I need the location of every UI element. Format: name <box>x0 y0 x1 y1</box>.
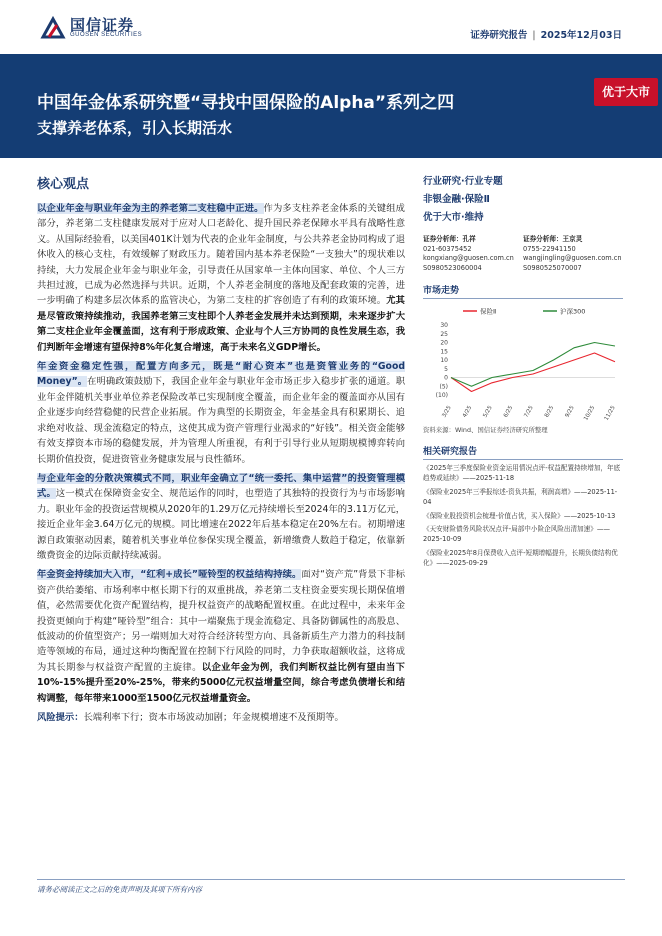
related-report-date: ——2025-09-29 <box>436 558 488 567</box>
x-tick-label: 3/25 <box>441 405 453 420</box>
y-tick-label: 20 <box>440 339 448 347</box>
x-tick-label: 6/25 <box>502 405 515 420</box>
core-paragraph-3 <box>37 471 405 563</box>
y-tick-label: 30 <box>440 322 448 330</box>
legend-label: 沪深300 <box>560 307 586 316</box>
related-report-text: 《保险业2025年三季报综述-资负共振，利润高增》 <box>423 487 575 496</box>
brand-logo <box>40 15 190 43</box>
analyst-2 <box>523 235 623 273</box>
y-tick-label: 5 <box>444 366 448 374</box>
title-banner <box>0 54 662 158</box>
core-paragraph-2-body: 在明确政策鼓励下，我国企业年金与职业年金市场正步入稳步扩张的通道。职业年金伴随机关事业单位养老保险改革已实现制度全覆盖，而企业年金的覆盖面亦从国有企业逐步向经营稳健的民营企业拓展。作为典型的长期资金，年金基金具有积累期长、追求绝对收益、现金流稳定的特点，这使其成为资产管理行业渴求的“好钱”。相关资金能够有效支撑资本市场的稳健发展，并为管理人所重视，有利于引导行业从短期规模博弈转向长期价值投资，促进资管业务健康发展与良性循环。 <box>37 376 405 465</box>
y-tick-label: 25 <box>440 331 448 339</box>
risk-label: 风险提示： <box>37 712 84 723</box>
core-paragraph-4-bold: 以企业年金为例，我们判断权益比例有望由当下10%-15%提升至20%-25%，带来约5000亿元权益增量空间，综合考虑负债增长和结构调整，每年带来1000至1500亿元权益增量资金。 <box>37 661 405 704</box>
report-title: 中国年金体系研究暨“寻找中国保险的Alpha”系列之四 <box>37 93 455 113</box>
industry-line: 行业研究·行业专题 <box>423 176 503 187</box>
related-report-date: ——2025-11-04 <box>423 487 618 506</box>
y-tick-label: 0 <box>444 374 448 382</box>
related-report-date: ——2025-10-09 <box>423 525 611 544</box>
x-tick-label: 4/25 <box>461 405 474 420</box>
core-paragraph-1 <box>37 201 405 355</box>
core-views-title: 核心观点 <box>37 177 90 192</box>
related-report-date: ——2025-10-13 <box>563 511 616 520</box>
sector-line: 非银金融·保险Ⅱ <box>423 194 490 205</box>
related-report[interactable] <box>423 488 623 508</box>
core-paragraph-1-lead: 以企业年金与职业年金为主的养老第二支柱稳中正进。 <box>37 203 264 214</box>
core-paragraph-3-lead: 与企业年金的分散决策模式不同，职业年金确立了“统一委托、集中运营”的投资管理模式。 <box>37 472 405 500</box>
brand-sub: GUOSEN SECURITIES <box>70 32 143 38</box>
related-reports-title: 相关研究报告 <box>423 444 623 460</box>
chart-source: 资料来源：Wind、国信证券经济研究所整理 <box>423 426 548 435</box>
side-panel <box>423 173 623 573</box>
analyst-1-email[interactable]: kongxiang@guosen.com.cn <box>423 254 514 263</box>
x-tick-label: 9/25 <box>564 405 576 420</box>
core-paragraph-2-lead: 年金资金稳定性强，配置方向多元，既是“耐心资本”也是资管业务的“Good Money”。 <box>37 361 405 388</box>
report-meta <box>470 27 622 41</box>
risk-text: 长端利率下行；资本市场波动加剧；年金规模增速不及预期等。 <box>83 712 344 723</box>
related-report-text: 《保险业股投资机会梳理-价值占优，买入保险》 <box>423 511 564 520</box>
related-report[interactable] <box>423 549 623 569</box>
analyst-1-phone: 021-60375452 <box>423 244 472 253</box>
x-tick-label: 8/25 <box>543 405 556 420</box>
analyst-2-title: 证券分析师：王京灵 <box>523 235 583 243</box>
related-report-date: ——2025-11-18 <box>462 474 515 483</box>
core-paragraph-3-body: 这一模式在保障资金安全、规范运作的同时，也塑造了其独特的投资行为与市场影响力。职业年金的投资运营规模从2020年的1.29万亿元持续增长至2024年的3.11万亿元，接近企业年金3.64万亿元的规模。同比增速在2022年后基本稳定在20%左右。初期增速源自政策驱动因素，随着机关事业单位参保实现全覆盖，新增缴费人数趋于稳定，依靠新缴费资金的边际贡献持续减弱。 <box>37 488 405 561</box>
related-report[interactable] <box>423 464 623 484</box>
market-trend-title: 市场走势 <box>423 283 623 299</box>
analyst-2-phone: 0755-22941150 <box>523 244 576 253</box>
analysts <box>423 235 623 273</box>
related-report[interactable] <box>423 525 623 545</box>
core-paragraph-2 <box>37 359 405 467</box>
market-trend-svg <box>423 303 623 423</box>
core-paragraph-1-bold: 尤其是尽管政策持续推动，我国养老第三支柱即个人养老金发展并未达到预期，未来逐步扩大第二支柱企业年金覆盖面，这有利于形成政策、企业与个人三方协同的良性发展生态，我们判断年金增速有望保持8%年化复合增速，高于未来名义GDP增长。 <box>37 295 405 353</box>
core-paragraph-4-lead: 年金资金持续加大入市，“红利+成长”哑铃型的权益结构持续。 <box>37 569 302 581</box>
report-subtitle: 支撑养老体系，引入长期活水 <box>37 119 233 137</box>
related-report-text: 《保险业2025年8月保费收入点评-短期增幅提升，长期负债结构优化》 <box>423 548 618 567</box>
footer-disclaimer: 请务必阅读正文之后的免责声明及其项下所有内容 <box>37 885 202 894</box>
related-reports-list <box>423 464 623 568</box>
report-date: 2025年12月03日 <box>540 30 622 41</box>
analyst-1 <box>423 235 523 273</box>
brand-logo-icon <box>40 15 66 41</box>
analyst-2-email[interactable]: wangjingling@guosen.com.cn <box>523 254 622 263</box>
risk-paragraph <box>37 710 405 725</box>
series-line <box>451 343 615 387</box>
series-line <box>451 353 615 392</box>
analyst-1-cert: S0980523060004 <box>423 263 482 272</box>
related-report-text: 《2025年三季度保险业资金运用情况点评-权益配置持续增加，年底趋势或延续》 <box>423 464 621 483</box>
core-paragraph-1-body: 作为多支柱养老金体系的关键组成部分，养老第二支柱健康发展对于应对人口老龄化、提升国民养老保障水平具有战略性意义。从国际经验看，以美国401K计划为代表的企业年金制度，与公共养老金协同构成了退休收入的核心支柱，有效缓解了财政压力。随着国内基本养老保险“一支独大”的现状难以持续，大力发展企业年金与职业年金，引导责任从国家单一主体向国家、单位、个人三方共担过渡，已成为必然选择与共识。近期，个人养老金制度的落地及配套政策的完善，进一步明确了构建多层次体系的监管决心，为第二支柱的扩容创造了有利的政策环境。 <box>37 203 405 307</box>
analyst-1-title: 证券分析师：孔祥 <box>423 235 476 243</box>
core-paragraph-4-body: 面对“资产荒”背景下非标资产供给萎缩、市场利率中枢长期下行的双重挑战，养老第二支柱资金要实现长期保值增值，必然需要优化资产配置结构，提升权益资产的战略配置权重。在此过程中，未来年金投资更倾向于构建“哑铃型”组合：其中一端聚焦于现金流稳定、具备防御属性的高股息、低波动的价值型资产；另一端则加大对符合经济转型方向、具备新质生产力潜力的科技制造等领域的布局，通过这种均衡配置在控制下行风险的同时，力争获取超额收益，这将成为其长期参与权益资产配置的主旋律。 <box>37 569 405 673</box>
core-views <box>37 173 405 729</box>
related-report-text: 《天安财险债务风险状况点评-局部中小险企风险出清加速》 <box>423 525 597 534</box>
analyst-2-cert: S0980525070007 <box>523 263 582 272</box>
y-tick-label: (5) <box>439 383 448 391</box>
x-tick-label: 7/25 <box>523 405 535 420</box>
brand-name: 国信证券 <box>70 16 135 34</box>
core-paragraph-4 <box>37 567 405 706</box>
x-tick-label: 11/25 <box>603 405 617 423</box>
rating-badge: 优于大市 <box>594 78 658 106</box>
footer-divider <box>37 879 625 880</box>
rating-line: 优于大市·维持 <box>423 212 484 223</box>
report-type: 证券研究报告 <box>470 30 528 41</box>
y-tick-label: 10 <box>440 357 448 365</box>
x-tick-label: 10/25 <box>583 405 597 423</box>
market-trend-chart <box>423 303 623 423</box>
x-tick-label: 5/25 <box>482 405 494 420</box>
legend-label: 保险Ⅱ <box>480 307 497 316</box>
meta-separator: | <box>532 30 536 41</box>
related-report[interactable] <box>423 512 623 522</box>
y-tick-label: 15 <box>440 348 448 356</box>
y-tick-label: (10) <box>435 392 448 400</box>
page-header <box>0 0 662 50</box>
